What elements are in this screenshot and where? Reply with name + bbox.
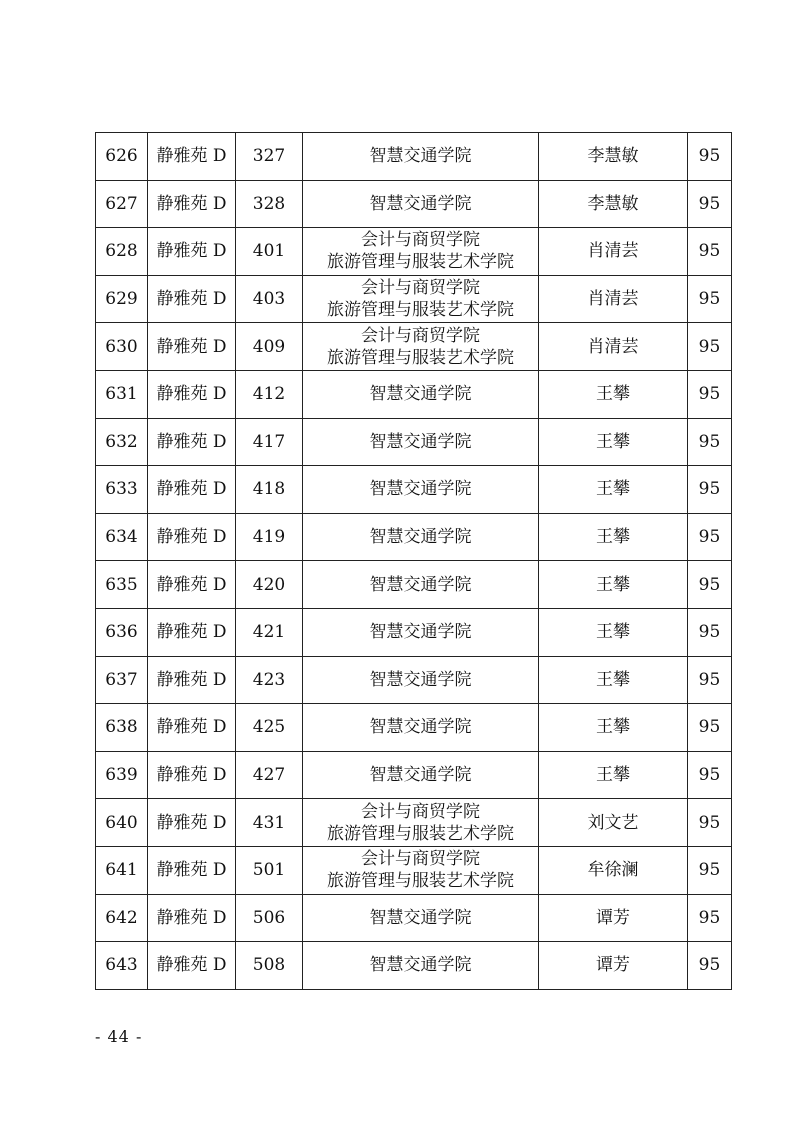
building-cell: 静雅苑 D [148,323,236,371]
room-cell: 431 [236,799,303,847]
table-row [96,418,732,466]
room-cell: 417 [236,418,303,466]
college-cell [303,466,539,514]
college-cell [303,942,539,990]
college-cell [303,275,539,323]
college-cell [303,180,539,228]
responsible-person-cell: 谭芳 [539,894,688,942]
row-number-cell: 630 [96,323,148,371]
table-row [96,133,732,181]
building-cell: 静雅苑 D [148,751,236,799]
room-cell: 420 [236,561,303,609]
score-cell: 95 [688,608,732,656]
room-cell: 403 [236,275,303,323]
row-number-cell: 641 [96,846,148,894]
college-name: 智慧交通学院 [369,527,472,548]
room-cell: 327 [236,133,303,181]
room-cell: 508 [236,942,303,990]
row-number-cell: 640 [96,799,148,847]
college-name: 旅游管理与服装艺术学院 [327,823,514,844]
college-cell [303,799,539,847]
row-number-cell: 628 [96,228,148,276]
table-body [96,133,732,990]
responsible-person-cell: 李慧敏 [539,133,688,181]
responsible-person-cell: 王攀 [539,704,688,752]
college-name: 智慧交通学院 [369,431,472,452]
dormitory-score-table [95,132,732,990]
row-number-cell: 638 [96,704,148,752]
college-name: 智慧交通学院 [369,717,472,738]
table-row [96,656,732,704]
college-cell [303,704,539,752]
college-cell [303,418,539,466]
score-cell: 95 [688,180,732,228]
score-cell: 95 [688,323,732,371]
table-row [96,275,732,323]
college-name: 智慧交通学院 [369,765,472,786]
room-cell: 409 [236,323,303,371]
responsible-person-cell: 王攀 [539,751,688,799]
college-cell [303,370,539,418]
responsible-person-cell: 刘文艺 [539,799,688,847]
table-row [96,513,732,561]
building-cell: 静雅苑 D [148,894,236,942]
table-row [96,466,732,514]
score-cell: 95 [688,751,732,799]
building-cell: 静雅苑 D [148,513,236,561]
responsible-person-cell: 王攀 [539,561,688,609]
college-cell [303,513,539,561]
building-cell: 静雅苑 D [148,561,236,609]
table-row [96,228,732,276]
responsible-person-cell: 谭芳 [539,942,688,990]
college-cell [303,133,539,181]
row-number-cell: 642 [96,894,148,942]
college-name: 旅游管理与服装艺术学院 [327,300,514,321]
building-cell: 静雅苑 D [148,418,236,466]
table-row [96,751,732,799]
row-number-cell: 632 [96,418,148,466]
room-cell: 418 [236,466,303,514]
college-name: 智慧交通学院 [369,146,472,167]
college-name: 智慧交通学院 [369,907,472,928]
room-cell: 425 [236,704,303,752]
page-number: - 44 - [95,1027,143,1046]
college-name: 会计与商贸学院 [361,801,480,822]
score-cell: 95 [688,370,732,418]
college-cell [303,751,539,799]
college-name: 智慧交通学院 [369,574,472,595]
row-number-cell: 631 [96,370,148,418]
room-cell: 328 [236,180,303,228]
score-cell: 95 [688,799,732,847]
row-number-cell: 636 [96,608,148,656]
row-number-cell: 634 [96,513,148,561]
building-cell: 静雅苑 D [148,228,236,276]
college-name: 会计与商贸学院 [361,325,480,346]
room-cell: 506 [236,894,303,942]
responsible-person-cell: 王攀 [539,418,688,466]
responsible-person-cell: 李慧敏 [539,180,688,228]
score-cell: 95 [688,656,732,704]
college-name: 智慧交通学院 [369,384,472,405]
building-cell: 静雅苑 D [148,942,236,990]
responsible-person-cell: 肖清芸 [539,275,688,323]
building-cell: 静雅苑 D [148,799,236,847]
score-cell: 95 [688,275,732,323]
row-number-cell: 635 [96,561,148,609]
college-name: 智慧交通学院 [369,622,472,643]
row-number-cell: 643 [96,942,148,990]
score-cell: 95 [688,228,732,276]
college-name: 会计与商贸学院 [361,849,480,870]
college-name: 旅游管理与服装艺术学院 [327,252,514,273]
responsible-person-cell: 肖清芸 [539,228,688,276]
college-name: 智慧交通学院 [369,193,472,214]
table-row [96,704,732,752]
score-cell: 95 [688,418,732,466]
room-cell: 401 [236,228,303,276]
score-cell: 95 [688,133,732,181]
college-name: 会计与商贸学院 [361,230,480,251]
room-cell: 501 [236,846,303,894]
row-number-cell: 637 [96,656,148,704]
room-cell: 427 [236,751,303,799]
table-row [96,323,732,371]
score-cell: 95 [688,846,732,894]
score-cell: 95 [688,894,732,942]
building-cell: 静雅苑 D [148,370,236,418]
table-row [96,799,732,847]
table-row [96,561,732,609]
college-cell [303,656,539,704]
college-cell [303,561,539,609]
score-cell: 95 [688,466,732,514]
row-number-cell: 633 [96,466,148,514]
college-cell [303,228,539,276]
building-cell: 静雅苑 D [148,466,236,514]
responsible-person-cell: 王攀 [539,656,688,704]
row-number-cell: 627 [96,180,148,228]
score-cell: 95 [688,942,732,990]
table-row [96,942,732,990]
building-cell: 静雅苑 D [148,704,236,752]
building-cell: 静雅苑 D [148,180,236,228]
building-cell: 静雅苑 D [148,608,236,656]
college-cell [303,846,539,894]
table-row [96,608,732,656]
building-cell: 静雅苑 D [148,133,236,181]
college-name: 会计与商贸学院 [361,278,480,299]
room-cell: 423 [236,656,303,704]
college-name: 旅游管理与服装艺术学院 [327,871,514,892]
responsible-person-cell: 王攀 [539,466,688,514]
college-cell [303,608,539,656]
room-cell: 419 [236,513,303,561]
college-name: 智慧交通学院 [369,669,472,690]
table-row [96,370,732,418]
table-row [96,846,732,894]
table-row [96,180,732,228]
room-cell: 412 [236,370,303,418]
responsible-person-cell: 王攀 [539,370,688,418]
responsible-person-cell: 王攀 [539,608,688,656]
college-name: 智慧交通学院 [369,479,472,500]
building-cell: 静雅苑 D [148,656,236,704]
college-name: 旅游管理与服装艺术学院 [327,347,514,368]
building-cell: 静雅苑 D [148,846,236,894]
score-cell: 95 [688,704,732,752]
college-cell [303,894,539,942]
responsible-person-cell: 牟徐澜 [539,846,688,894]
score-cell: 95 [688,513,732,561]
responsible-person-cell: 王攀 [539,513,688,561]
building-cell: 静雅苑 D [148,275,236,323]
row-number-cell: 629 [96,275,148,323]
responsible-person-cell: 肖清芸 [539,323,688,371]
score-cell: 95 [688,561,732,609]
row-number-cell: 639 [96,751,148,799]
room-cell: 421 [236,608,303,656]
college-cell [303,323,539,371]
college-name: 智慧交通学院 [369,955,472,976]
table-row [96,894,732,942]
row-number-cell: 626 [96,133,148,181]
